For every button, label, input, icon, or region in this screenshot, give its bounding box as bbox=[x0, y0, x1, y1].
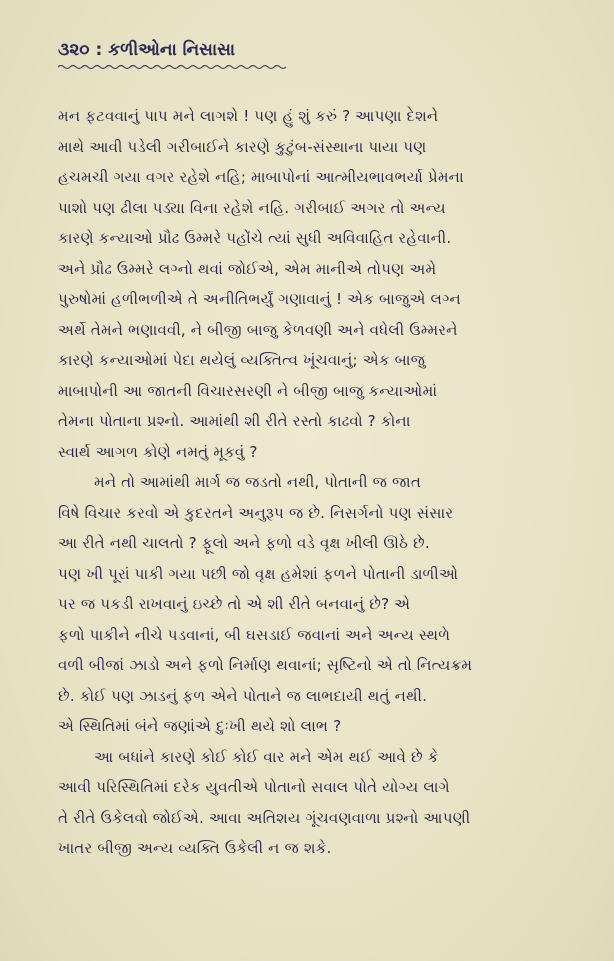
text-line: આવી પરિસ્થિતિમાં દરેક યુવતીએ પોતાનો સવાલ પોતે યોગ્ય લાગે bbox=[58, 778, 450, 796]
text-line: મન ફટવવાનું પાપ મને લાગશે ! પણ હું શું કરું ? આપણા દેશને bbox=[58, 107, 439, 125]
text-line: આ બધાંને કારણે કોઈ કોઈ વાર મને એમ થઈ આવે છે કે bbox=[94, 747, 439, 766]
text-line: માથે આવી પડેલી ગરીબાઈને કારણે કુટુંબ-સંસ્થાના પાયા પણ bbox=[58, 137, 427, 156]
text-line: અને પ્રૌઢ ઉમ્મરે લગ્નો થવાં જોઈએ, એમ માનીએ તોપણ અમે bbox=[58, 259, 437, 278]
text-line: પર જ પકડી રાખવાનું ઇચ્છે તો એ શી રીતે બનવાનું છે? એ bbox=[58, 595, 411, 613]
text-line: મને તો આમાંથી માર્ગ જ જડતો નથી, પોતાની જ જાત bbox=[94, 473, 422, 491]
text-line: વિષે વિચાર કરવો એ કુદરતને અનુરૂપ જ છે. નિસર્ગનો પણ સંસાર bbox=[58, 503, 454, 522]
text-line: પાશો પણ ઢીલા પડ્યા વિના રહેશે નહિ. ગરીબાઈ અગર તો અન્ય bbox=[58, 198, 446, 217]
body-text bbox=[58, 101, 566, 864]
text-line: આ રીતે નથી ચાલતો ? ફૂલો અને ફળો વડે વૃક્ષ ખીલી ઊઠે છે. bbox=[58, 534, 430, 552]
text-line: કારણે કન્યાઓમાં પેદા થયેલું વ્યક્તિત્વ ખૂંચવાનું; એક બાજુ bbox=[58, 351, 426, 369]
text-line: કારણે કન્યાઓ પ્રૌઢ ઉમ્મરે પહોંચે ત્યાં સુધી અવિવાહિત રહેવાની. bbox=[58, 229, 452, 247]
text-line: પુરુષોમાં હળીભળીએ તે અનીતિભર્યું ગણાવાનું ! એક બાજુએ લગ્ન bbox=[58, 290, 461, 308]
text-line: છે. કોઈ પણ ઝાડનું ફળ એને પોતાને જ લાભદાયી થતું નથી. bbox=[58, 686, 428, 705]
text-line: પણ ખી પૂરાં પાકી ગયા પછી જો વૃક્ષ હમેશાં ફળને પોતાની ડાળીઓ bbox=[58, 564, 459, 583]
running-head: ૩૨૦ : કળીઓના નિસાસા bbox=[58, 40, 236, 60]
wavy-rule bbox=[58, 64, 288, 70]
text-line: વળી બીજાં ઝાડો અને ફળો નિર્માણ થવાનાં; સૃષ્ટિનો એ તો નિત્યક્રમ bbox=[58, 656, 473, 674]
text-line: ખાતર બીજી અન્ય વ્યક્તિ ઉકેલી ન જ શકે. bbox=[58, 839, 332, 857]
text-line: હચમચી ગયા વગર રહેશે નહિ; માબાપોનાં આત્મીયભાવભર્યા પ્રેમના bbox=[58, 168, 464, 186]
text-line: એ સ્થિતિમાં બંને જણાંએ દુઃખી થયે શો લાભ ? bbox=[58, 717, 342, 735]
text-line: સ્વાર્થ આગળ કોણે નમતું મૂકવું ? bbox=[58, 442, 258, 461]
text-line: માબાપોની આ જાતની વિચારસરણી ને બીજી બાજુ કન્યાઓમાં bbox=[58, 381, 438, 400]
text-line: ફળો પાકીને નીચે પડવાનાં, બી ઘસડાઈ જવાનાં અને અન્ય સ્થળે bbox=[58, 625, 451, 644]
text-line: અર્થે તેમને ભણાવવી, ને બીજી બાજુ કેળવણી અને વધેલી ઉમ્મરને bbox=[58, 320, 458, 339]
text-line: તે રીતે ઉકેલવો જોઈએ. આવા અતિશય ગૂંચવણવાળા પ્રશ્નો આપણી bbox=[58, 808, 471, 827]
text-line: તેમના પોતાના પ્રશ્નો. આમાંથી શી રીતે રસ્તો કાઢવો ? કોના bbox=[58, 412, 411, 430]
